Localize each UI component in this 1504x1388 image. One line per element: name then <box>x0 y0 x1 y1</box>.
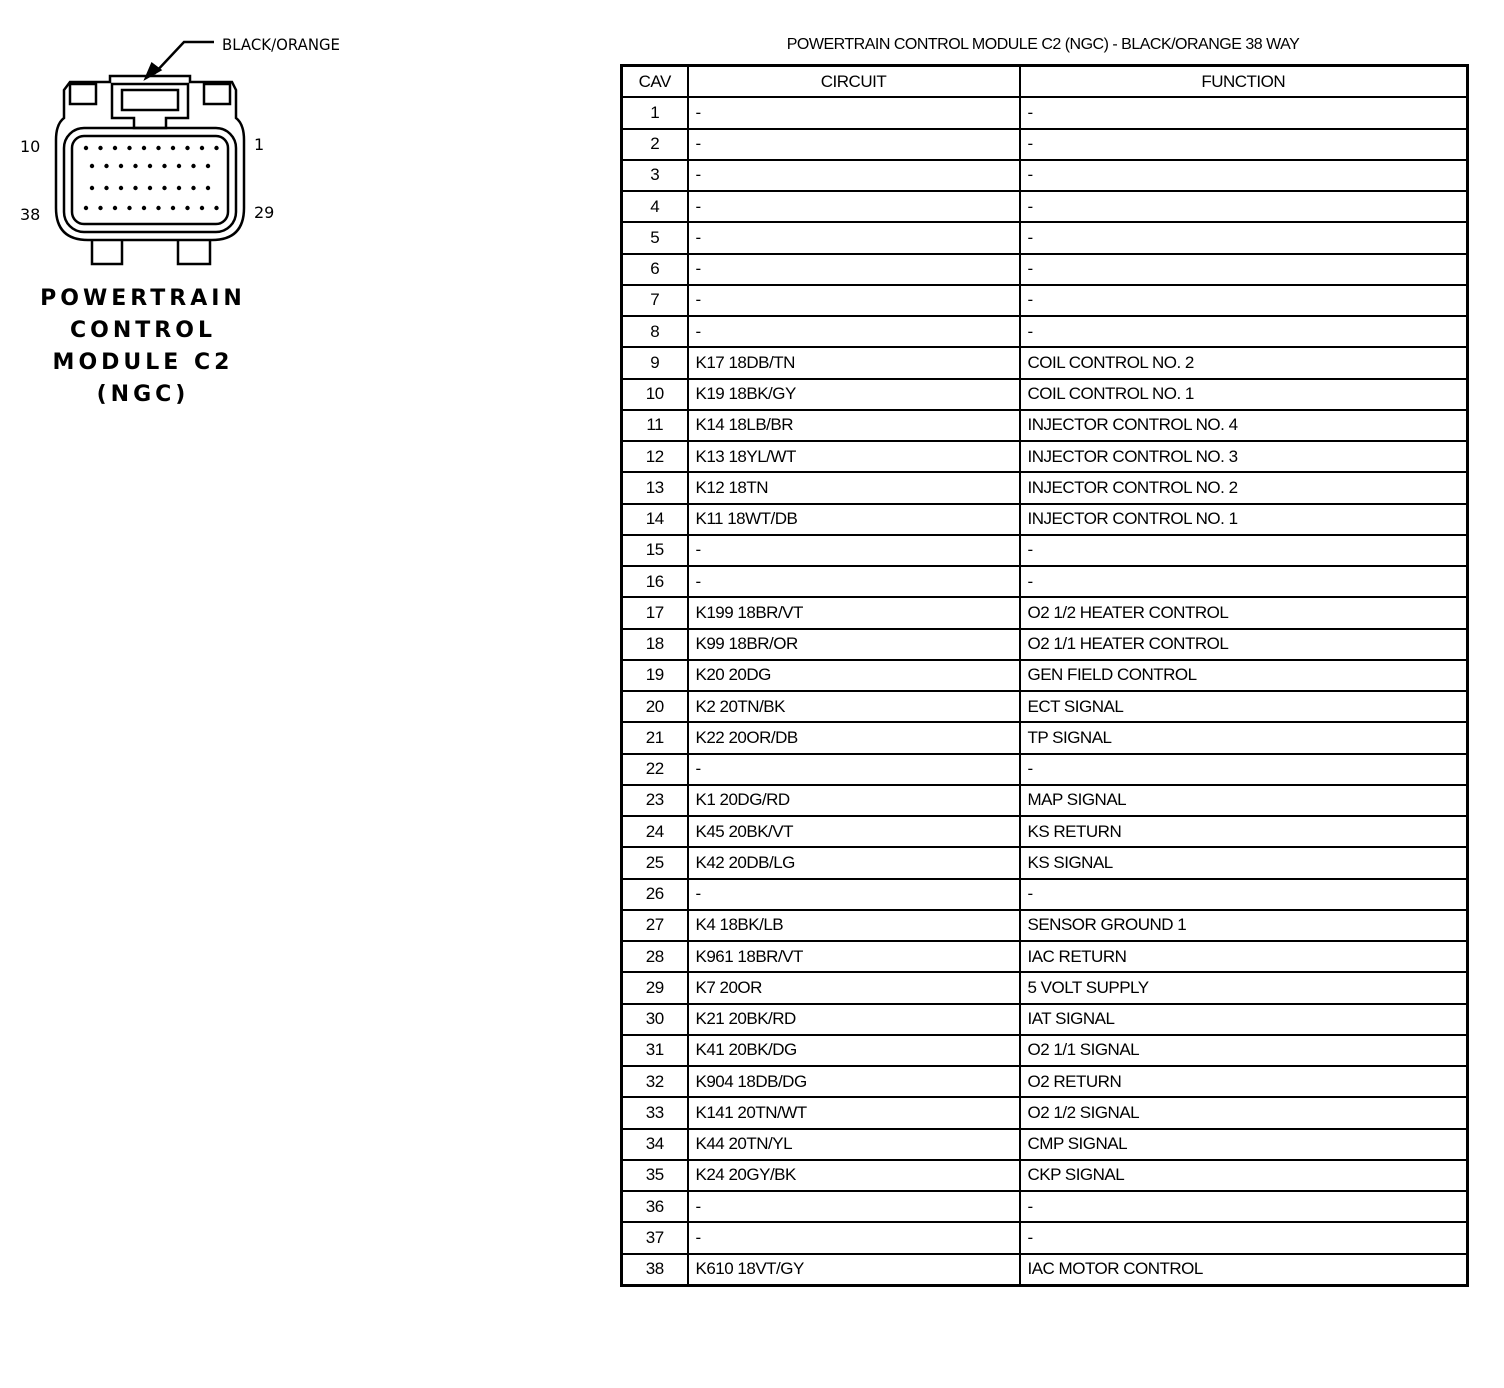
function-cell: ECT SIGNAL <box>1020 691 1468 722</box>
function-cell: COIL CONTROL NO. 2 <box>1020 347 1468 378</box>
table-row <box>622 1254 1468 1286</box>
color-callout-label: BLACK/ORANGE <box>222 35 340 54</box>
circuit-cell: - <box>688 566 1020 597</box>
pin-cavity-dot <box>185 206 189 210</box>
cav-cell: 36 <box>622 1191 688 1222</box>
function-cell: KS SIGNAL <box>1020 847 1468 878</box>
function-cell: IAC RETURN <box>1020 941 1468 972</box>
pin-cavity-dot <box>214 146 218 150</box>
cav-cell: 14 <box>622 504 688 535</box>
table-header-row <box>622 66 1468 98</box>
circuit-cell: - <box>688 254 1020 285</box>
table-row <box>622 847 1468 878</box>
connector-name-line: (NGC) <box>96 382 190 407</box>
function-cell: - <box>1020 566 1468 597</box>
pin-cavity-dot <box>119 164 123 168</box>
table-row <box>622 97 1468 128</box>
table-row <box>622 972 1468 1003</box>
pin-cavity-dot <box>142 206 146 210</box>
function-cell: INJECTOR CONTROL NO. 1 <box>1020 504 1468 535</box>
function-cell: - <box>1020 97 1468 128</box>
connector-diagram <box>0 0 400 290</box>
function-cell: O2 1/2 SIGNAL <box>1020 1097 1468 1128</box>
pin-cavity-dot <box>113 146 117 150</box>
cav-cell: 38 <box>622 1254 688 1286</box>
cav-cell: 12 <box>622 441 688 472</box>
circuit-cell: K41 20BK/DG <box>688 1035 1020 1066</box>
pinout-table <box>620 64 1469 1287</box>
table-row <box>622 1191 1468 1222</box>
pin-cavity-dot <box>127 146 131 150</box>
connector-pin-face <box>64 128 236 232</box>
cav-cell: 16 <box>622 566 688 597</box>
header-circuit: CIRCUIT <box>688 66 1020 98</box>
table-row <box>622 785 1468 816</box>
pin-cavity-dot <box>90 186 94 190</box>
circuit-cell: K1 20DG/RD <box>688 785 1020 816</box>
cav-cell: 35 <box>622 1160 688 1191</box>
pin-cavity-dot <box>133 164 137 168</box>
function-cell: O2 1/1 SIGNAL <box>1020 1035 1468 1066</box>
cav-cell: 8 <box>622 316 688 347</box>
pin-cavity-dot <box>148 164 152 168</box>
function-cell: TP SIGNAL <box>1020 722 1468 753</box>
function-cell: - <box>1020 160 1468 191</box>
circuit-cell: K199 18BR/VT <box>688 597 1020 628</box>
table-row <box>622 504 1468 535</box>
circuit-cell: K45 20BK/VT <box>688 816 1020 847</box>
circuit-cell: K24 20GY/BK <box>688 1160 1020 1191</box>
table-row <box>622 254 1468 285</box>
function-cell: INJECTOR CONTROL NO. 2 <box>1020 472 1468 503</box>
function-cell: 5 VOLT SUPPLY <box>1020 972 1468 1003</box>
table-row <box>622 222 1468 253</box>
circuit-cell: K141 20TN/WT <box>688 1097 1020 1128</box>
pin-cavity-dot <box>191 186 195 190</box>
cav-cell: 22 <box>622 754 688 785</box>
table-row <box>622 566 1468 597</box>
circuit-cell: K12 18TN <box>688 472 1020 503</box>
function-cell: COIL CONTROL NO. 1 <box>1020 379 1468 410</box>
table-row <box>622 160 1468 191</box>
circuit-cell: K14 18LB/BR <box>688 410 1020 441</box>
cav-cell: 11 <box>622 410 688 441</box>
header-function: FUNCTION <box>1020 66 1468 98</box>
connector-name-line: MODULE C2 <box>52 350 234 375</box>
table-row <box>622 285 1468 316</box>
pin-cavity-dot <box>177 164 181 168</box>
circuit-cell: - <box>688 285 1020 316</box>
pin-cavity-dot <box>127 206 131 210</box>
connector-name-line: CONTROL <box>70 318 216 343</box>
function-cell: O2 1/2 HEATER CONTROL <box>1020 597 1468 628</box>
table-row <box>622 472 1468 503</box>
circuit-cell: - <box>688 1191 1020 1222</box>
cav-cell: 31 <box>622 1035 688 1066</box>
pin-label-top-left: 10 <box>20 137 41 156</box>
pin-cavity-dot <box>98 146 102 150</box>
cav-cell: 5 <box>622 222 688 253</box>
table-row <box>622 879 1468 910</box>
table-row <box>622 754 1468 785</box>
cav-cell: 21 <box>622 722 688 753</box>
circuit-cell: - <box>688 191 1020 222</box>
circuit-cell: - <box>688 160 1020 191</box>
pin-cavity-dot <box>177 186 181 190</box>
circuit-cell: K44 20TN/YL <box>688 1129 1020 1160</box>
circuit-cell: K961 18BR/VT <box>688 941 1020 972</box>
pin-cavity-dot <box>90 164 94 168</box>
pin-cavity-dot <box>200 146 204 150</box>
function-cell: INJECTOR CONTROL NO. 3 <box>1020 441 1468 472</box>
table-row <box>622 441 1468 472</box>
pin-cavity-dot <box>171 146 175 150</box>
function-cell: KS RETURN <box>1020 816 1468 847</box>
function-cell: - <box>1020 1222 1468 1253</box>
circuit-cell: K17 18DB/TN <box>688 347 1020 378</box>
table-row <box>622 1004 1468 1035</box>
connector-name <box>40 283 246 411</box>
cav-cell: 33 <box>622 1097 688 1128</box>
cav-cell: 4 <box>622 191 688 222</box>
table-row <box>622 379 1468 410</box>
function-cell: GEN FIELD CONTROL <box>1020 660 1468 691</box>
pin-dots <box>84 146 219 210</box>
circuit-cell: - <box>688 222 1020 253</box>
function-cell: - <box>1020 754 1468 785</box>
table-row <box>622 1129 1468 1160</box>
table-row <box>622 1066 1468 1097</box>
pin-cavity-dot <box>206 164 210 168</box>
circuit-cell: K11 18WT/DB <box>688 504 1020 535</box>
pin-cavity-dot <box>206 186 210 190</box>
cav-cell: 23 <box>622 785 688 816</box>
table-row <box>622 535 1468 566</box>
table-row <box>622 129 1468 160</box>
table-row <box>622 1222 1468 1253</box>
table-row <box>622 941 1468 972</box>
function-cell: - <box>1020 222 1468 253</box>
pin-cavity-dot <box>191 164 195 168</box>
table-row <box>622 910 1468 941</box>
circuit-cell: - <box>688 316 1020 347</box>
circuit-cell: K22 20OR/DB <box>688 722 1020 753</box>
circuit-cell: - <box>688 535 1020 566</box>
table-row <box>622 816 1468 847</box>
function-cell: - <box>1020 285 1468 316</box>
function-cell: - <box>1020 535 1468 566</box>
table-row <box>622 347 1468 378</box>
cav-cell: 18 <box>622 629 688 660</box>
pin-cavity-dot <box>162 164 166 168</box>
pin-cavity-dot <box>156 146 160 150</box>
function-cell: MAP SIGNAL <box>1020 785 1468 816</box>
circuit-cell: K42 20DB/LG <box>688 847 1020 878</box>
cav-cell: 9 <box>622 347 688 378</box>
table-row <box>622 722 1468 753</box>
cav-cell: 1 <box>622 97 688 128</box>
cav-cell: 37 <box>622 1222 688 1253</box>
function-cell: - <box>1020 191 1468 222</box>
cav-cell: 7 <box>622 285 688 316</box>
circuit-cell: - <box>688 1222 1020 1253</box>
pin-cavity-dot <box>171 206 175 210</box>
circuit-cell: K19 18BK/GY <box>688 379 1020 410</box>
circuit-cell: - <box>688 97 1020 128</box>
cav-cell: 13 <box>622 472 688 503</box>
cav-cell: 25 <box>622 847 688 878</box>
connector-right-ear <box>204 84 230 104</box>
function-cell: CKP SIGNAL <box>1020 1160 1468 1191</box>
table-row <box>622 1097 1468 1128</box>
circuit-cell: K21 20BK/RD <box>688 1004 1020 1035</box>
cav-cell: 15 <box>622 535 688 566</box>
connector-lock-tab-slot <box>122 90 178 110</box>
connector-left-foot <box>92 240 122 264</box>
function-cell: - <box>1020 1191 1468 1222</box>
cav-cell: 3 <box>622 160 688 191</box>
cav-cell: 28 <box>622 941 688 972</box>
cav-cell: 26 <box>622 879 688 910</box>
table-row <box>622 316 1468 347</box>
circuit-cell: K2 20TN/BK <box>688 691 1020 722</box>
pin-cavity-dot <box>214 206 218 210</box>
circuit-cell: - <box>688 129 1020 160</box>
cav-cell: 24 <box>622 816 688 847</box>
pin-cavity-dot <box>185 146 189 150</box>
table-row <box>622 1160 1468 1191</box>
cav-cell: 32 <box>622 1066 688 1097</box>
cav-cell: 20 <box>622 691 688 722</box>
pin-cavity-dot <box>148 186 152 190</box>
cav-cell: 2 <box>622 129 688 160</box>
connector-housing <box>56 76 244 240</box>
circuit-cell: - <box>688 754 1020 785</box>
cav-cell: 29 <box>622 972 688 1003</box>
table-title: POWERTRAIN CONTROL MODULE C2 (NGC) - BLACK/ORANGE 38 WAY <box>786 36 1300 53</box>
function-cell: IAC MOTOR CONTROL <box>1020 1254 1468 1286</box>
connector-pin-face-inner <box>72 136 228 224</box>
cav-cell: 30 <box>622 1004 688 1035</box>
circuit-cell: K13 18YL/WT <box>688 441 1020 472</box>
header-cav: CAV <box>622 66 688 98</box>
cav-cell: 34 <box>622 1129 688 1160</box>
function-cell: CMP SIGNAL <box>1020 1129 1468 1160</box>
circuit-cell: K20 20DG <box>688 660 1020 691</box>
callout-leader-line <box>154 42 214 74</box>
circuit-cell: - <box>688 879 1020 910</box>
circuit-cell: K99 18BR/OR <box>688 629 1020 660</box>
pin-cavity-dot <box>162 186 166 190</box>
table-row <box>622 629 1468 660</box>
table-row <box>622 191 1468 222</box>
connector-right-foot <box>178 240 210 264</box>
connector-name-line: POWERTRAIN <box>40 286 246 311</box>
circuit-cell: K610 18VT/GY <box>688 1254 1020 1286</box>
cav-cell: 10 <box>622 379 688 410</box>
pin-cavity-dot <box>84 146 88 150</box>
pin-cavity-dot <box>84 206 88 210</box>
table-row <box>622 660 1468 691</box>
function-cell: - <box>1020 316 1468 347</box>
table-row <box>622 691 1468 722</box>
connector-left-ear <box>70 84 96 104</box>
pin-cavity-dot <box>133 186 137 190</box>
pin-cavity-dot <box>104 164 108 168</box>
function-cell: - <box>1020 254 1468 285</box>
pin-label-top-right: 1 <box>254 135 265 154</box>
function-cell: - <box>1020 879 1468 910</box>
function-cell: O2 RETURN <box>1020 1066 1468 1097</box>
table-row <box>622 410 1468 441</box>
pin-cavity-dot <box>156 206 160 210</box>
circuit-cell: K4 18BK/LB <box>688 910 1020 941</box>
pin-cavity-dot <box>113 206 117 210</box>
cav-cell: 27 <box>622 910 688 941</box>
function-cell: - <box>1020 129 1468 160</box>
pin-cavity-dot <box>200 206 204 210</box>
table-row <box>622 1035 1468 1066</box>
function-cell: INJECTOR CONTROL NO. 4 <box>1020 410 1468 441</box>
function-cell: O2 1/1 HEATER CONTROL <box>1020 629 1468 660</box>
pin-cavity-dot <box>142 146 146 150</box>
pin-cavity-dot <box>104 186 108 190</box>
function-cell: SENSOR GROUND 1 <box>1020 910 1468 941</box>
cav-cell: 17 <box>622 597 688 628</box>
cav-cell: 19 <box>622 660 688 691</box>
pin-label-bottom-right: 29 <box>254 203 275 222</box>
pin-label-bottom-left: 38 <box>20 205 41 224</box>
circuit-cell: K7 20OR <box>688 972 1020 1003</box>
function-cell: IAT SIGNAL <box>1020 1004 1468 1035</box>
pin-cavity-dot <box>119 186 123 190</box>
table-row <box>622 597 1468 628</box>
cav-cell: 6 <box>622 254 688 285</box>
pin-cavity-dot <box>98 206 102 210</box>
circuit-cell: K904 18DB/DG <box>688 1066 1020 1097</box>
